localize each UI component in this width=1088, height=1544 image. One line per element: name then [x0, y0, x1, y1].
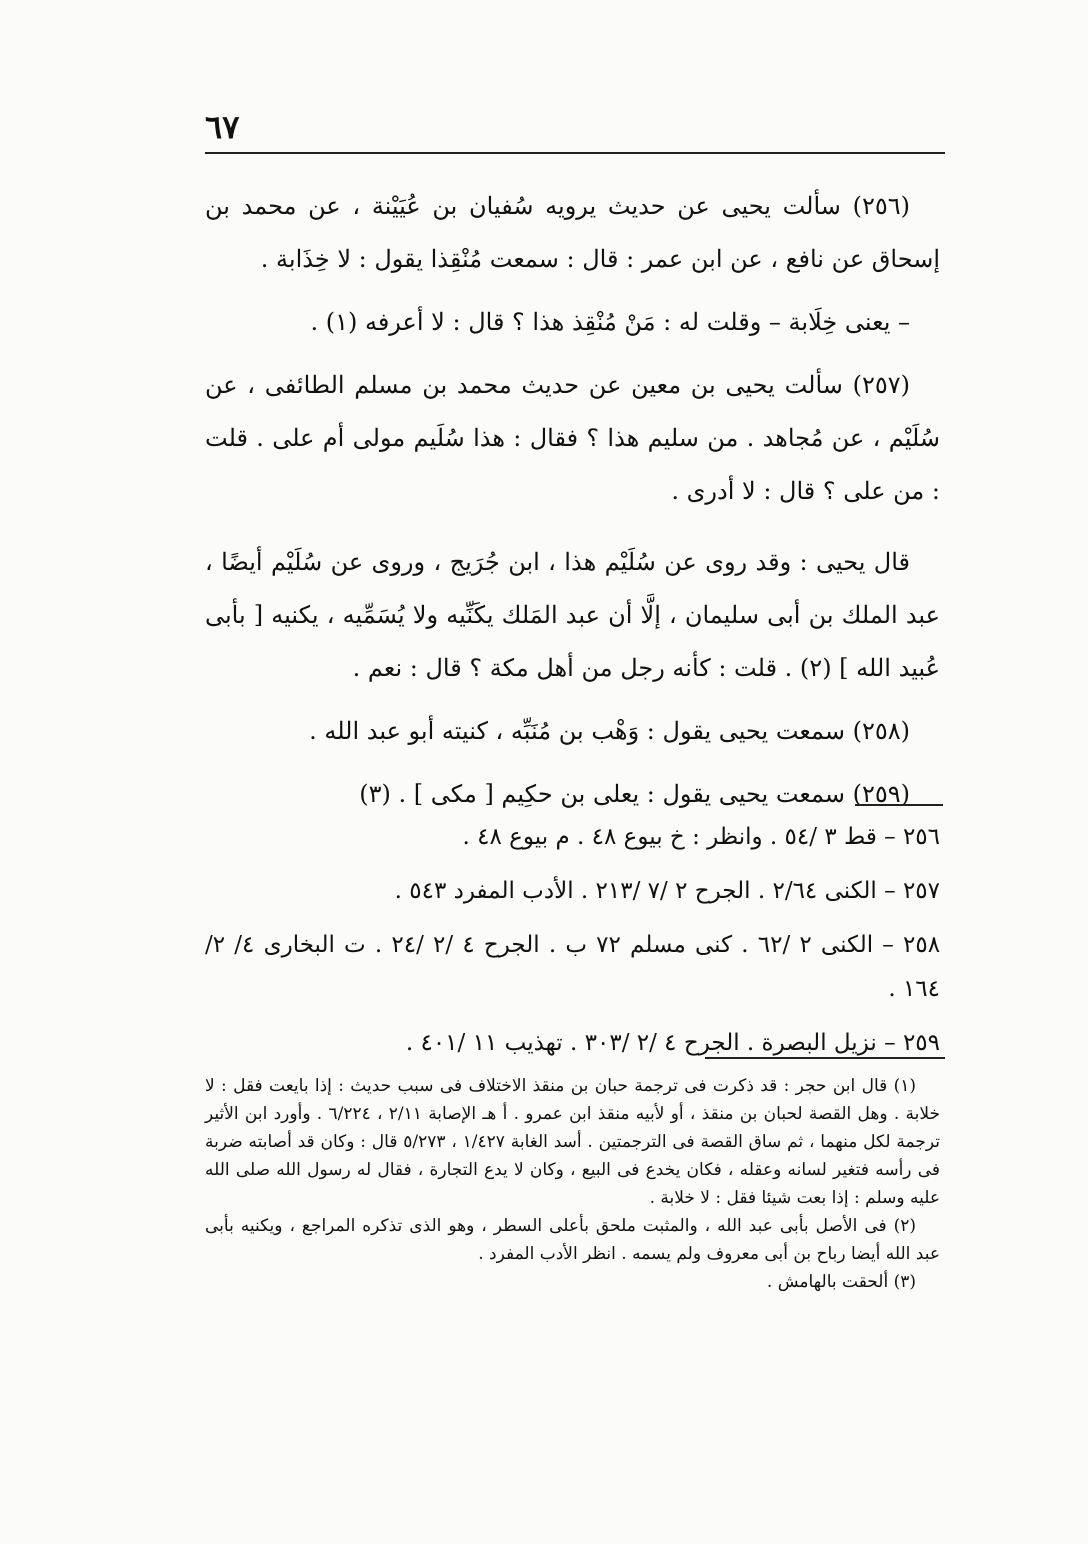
page-number: ٦٧: [205, 108, 240, 146]
reference-259: ٢٥٩ – نزيل البصرة . الجرح ٤ /٢ /٣٠٣ . تهذيب ١١ /٤٠١ .: [405, 1030, 940, 1056]
reference-256: ٢٥٦ – قط ٣ /٥٤ . وانظر : خ بيوع ٤٨ . م بيوع ٤٨ .: [462, 824, 940, 850]
paragraph-256-continued: – يعنى خِلَابة – وقلت له : مَنْ مُنْقِذ هذا ؟ قال : لا أعرفه (١) .: [310, 308, 910, 336]
footnotes: [205, 1072, 940, 1296]
paragraph-257-continued: قال يحيى : وقد روى عن سُلَيْم هذا ، ابن جُرَيج ، وروى عن سُلَيْم أيضًا ، عبد الملك بن أبى سليمان ، إلَّا أن عبد المَلك يكَنِّيه ولا يُسَمِّيه ، يكنيه [ بأبى عُبيد الله ] (٢) . قلت : كأنه رجل من أهل مكة ؟ قال : نعم .: [205, 548, 940, 682]
references-rule: [855, 804, 943, 806]
reference-258: ٢٥٨ – الكنى ٢ /٦٢ . كنى مسلم ٧٢ ب . الجرح ٤ /٢ /٢٤ . ت البخارى ٤/ ٢/ ١٦٤ .: [205, 932, 941, 1002]
paragraph-257: (٢٥٧) سألت يحيى بن معين عن حديث محمد بن مسلم الطائفى ، عن سُلَيْم ، عن مُجاهد . من سليم هذا ؟ فقال : هذا سُلَيم مولى أم على . قلت : من على ؟ قال : لا أدرى .: [205, 371, 940, 505]
reference-257: ٢٥٧ – الكنى ٢/٦٤ . الجرح ٢ /٧ /٢١٣ . الأدب المفرد ٥٤٣ .: [394, 878, 940, 904]
paragraph-256: (٢٥٦) سألت يحيى عن حديث يرويه سُفيان بن عُيَيْنة ، عن محمد بن إسحاق عن نافع ، عن ابن عمر : قال : سمعت مُنْقِذا يقول : لا خِذَابة .: [205, 192, 940, 273]
footnotes-rule: [705, 1057, 945, 1059]
header-rule: [205, 152, 945, 154]
footnote-1: (١) قال ابن حجر : قد ذكرت فى ترجمة حبان بن منقذ الاختلاف فى سبب حديث : إذا بايعت فقل : لا خلابة . وهل القصة لحبان بن منقذ ، أو لأبيه منقذ ابن عمرو . أ هـ الإصابة ٢/١١ ، ٦/٢٢٤ . وأورد ابن الأثير ترجمة لكل منهما ، ثم ساق القصة فى الترجمتين . أسد الغابة ١/٤٢٧ ، ٥/٢٧٣ قال : وكان قد أصابته ضربة فى رأسه فتغير لسانه وعقله ، فكان يخدع فى البيع ، وكان لا يدع التجارة ، فقال له رسول الله صلى الله عليه وسلم : إذا بعت شيئا فقل : لا خلابة .: [205, 1076, 941, 1208]
references: [205, 815, 940, 1075]
paragraph-259: (٢٥٩) سمعت يحيى يقول : يعلى بن حكِيم [ مكى ] . (٣): [359, 780, 910, 808]
main-text: [205, 180, 940, 831]
footnote-3: (٣) ألحقت بالهامش .: [766, 1272, 916, 1292]
paragraph-258: (٢٥٨) سمعت يحيى يقول : وَهْب بن مُنَبِّه ، كنيته أبو عبد الله .: [309, 717, 910, 745]
footnote-2: (٢) فى الأصل بأبى عبد الله ، والمثبت ملحق بأعلى السطر ، وهو الذى تذكره المراجع ، ويكنيه بأبى عبد الله أيضا رباح بن أبى معروف ولم يسمه . انظر الأدب المفرد .: [205, 1216, 940, 1264]
